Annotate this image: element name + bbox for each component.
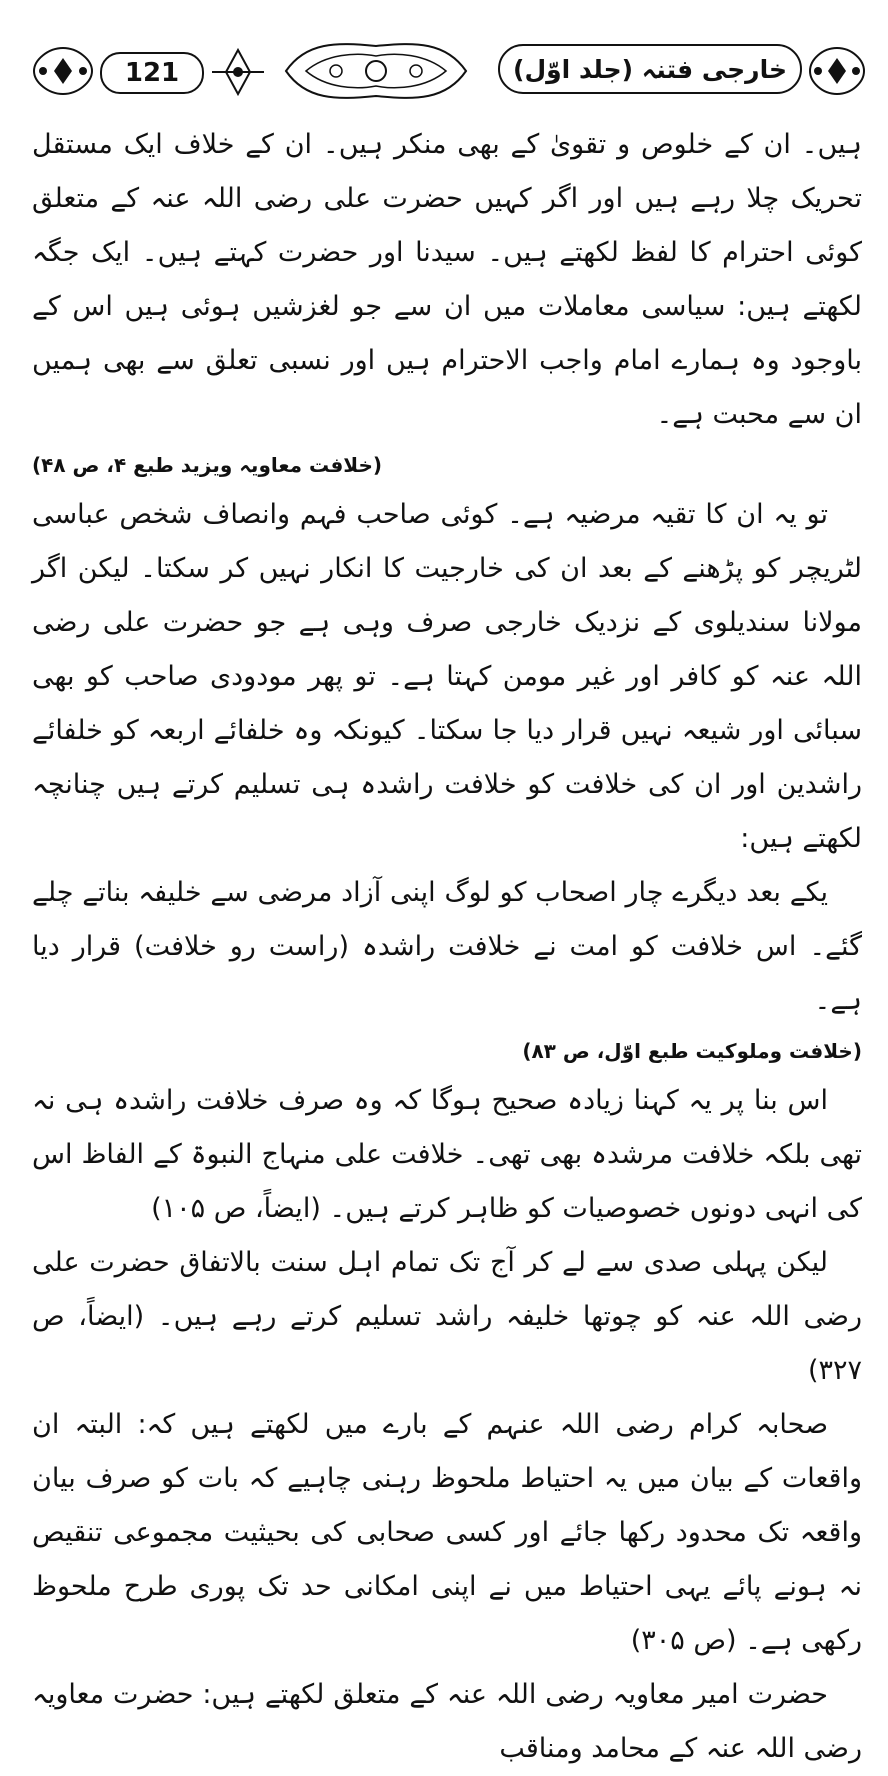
quoted-paragraph: لیکن پہلی صدی سے لے کر آج تک تمام اہل سنت بالاتفاق حضرت علی رضی اللہ عنہ کو چوتھا خلیفہ راشد تسلیم کرتے رہے ہیں۔ (ایضاً، ص ۳۲۷) — [32, 1247, 862, 1386]
paragraph: صحابہ کرام رضی اللہ عنہم کے بارے میں لکھتے ہیں کہ: البتہ ان واقعات کے بیان میں یہ احتیاط ملحوظ رہنی چاہیے کہ بات کو صرف بیان واقعہ تک محدود رکھا جائے اور کسی صحابی کی بحیثیت مجموعی تنقیص نہ ہونے پائے یہی احتیاط میں نے اپنی امکانی حد تک پوری طرح ملحوظ رکھی ہے۔ (ص ۳۰۵) — [32, 1409, 862, 1656]
page-header — [28, 24, 868, 116]
page-body — [32, 118, 862, 1764]
quoted-paragraph: یکے بعد دیگرے چار اصحاب کو لوگ اپنی آزاد مرضی سے خلیفہ بناتے چلے گئے۔ اس خلافت کو امت نے خلافت راشدہ (راست رو خلافت) قرار دیا ہے۔ — [32, 877, 862, 1016]
citation: (خلافت وملوکیت طبع اوّل، ص ۸۳) — [522, 1039, 862, 1063]
running-title: خارجی فتنہ (جلد اوّل) — [498, 44, 802, 94]
floral-ornament-right — [806, 42, 868, 100]
floral-ornament-left — [28, 42, 98, 100]
decorative-cartouche-icon — [276, 38, 476, 104]
paragraph: حضرت امیر معاویہ رضی اللہ عنہ کے متعلق لکھتے ہیں: حضرت معاویہ رضی اللہ عنہ کے محامد ومناقب — [32, 1679, 862, 1764]
page-number: 121 — [100, 52, 204, 94]
quoted-paragraph: اس بنا پر یہ کہنا زیادہ صحیح ہوگا کہ وہ صرف خلافت راشدہ ہی نہ تھی بلکہ خلافت مرشدہ بھی تھی۔ خلافت علی منہاج النبوۃ کے الفاظ اس کی انہی دونوں خصوصیات کو ظاہر کرتے ہیں۔ (ایضاً، ص ۱۰۵) — [32, 1085, 862, 1224]
citation: (خلافت معاویہ ویزید طبع ۴، ص ۴۸) — [32, 453, 383, 477]
floral-ornament-center-left — [208, 46, 268, 98]
paragraph: تو یہ ان کا تقیہ مرضیہ ہے۔ کوئی صاحب فہم وانصاف شخص عباسی لٹریچر کو پڑھنے کے بعد ان کی خارجیت کا انکار نہیں کر سکتا۔ لیکن اگر مولانا سندیلوی کے نزدیک خارجی صرف وہی ہے جو حضرت علی رضی اللہ عنہ کو کافر اور غیر مومن کہتا ہے۔ تو پھر مودودی صاحب کو بھی سبائی اور شیعہ نہیں قرار دیا جا سکتا۔ کیونکہ وہ خلفائے اربعہ کو خلفائے راشدین اور ان کی خلافت کو خلافت راشدہ ہی تسلیم کرتے ہیں چنانچہ لکھتے ہیں: — [32, 499, 862, 854]
paragraph: ہیں۔ ان کے خلوص و تقویٰ کے بھی منکر ہیں۔ ان کے خلاف ایک مستقل تحریک چلا رہے ہیں اور اگر کہیں حضرت علی رضی اللہ عنہ کے متعلق کوئی احترام کا لفظ لکھتے ہیں۔ سیدنا اور حضرت کہتے ہیں۔ ایک جگہ لکھتے ہیں: سیاسی معاملات میں ان سے جو لغزشیں ہوئی ہیں اس کے باوجود وہ ہمارے امام واجب الاحترام ہیں اور نسبی تعلق سے بھی ہمیں ان سے محبت ہے۔ — [32, 129, 862, 430]
